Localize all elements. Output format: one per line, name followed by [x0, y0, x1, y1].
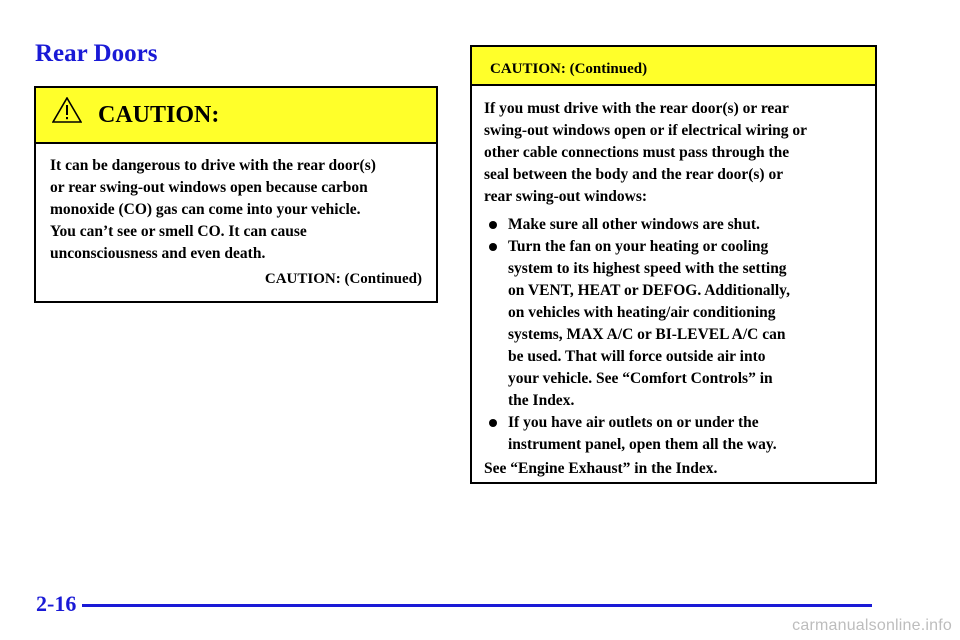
caution-title: CAUTION:	[98, 102, 220, 128]
caution-continued-label: CAUTION: (Continued)	[264, 271, 422, 287]
intro-line: If you must drive with the rear door(s) or rear	[484, 100, 789, 117]
section-title: Rear Doors	[35, 40, 158, 67]
bullet-line: systems, MAX A/C or BI-LEVEL A/C can	[508, 326, 786, 343]
bullet-item	[484, 236, 863, 412]
bullet-line: Make sure all other windows are shut.	[508, 216, 760, 233]
bullet-line: Turn the fan on your heating or cooling	[508, 238, 769, 255]
warning-triangle-icon	[52, 97, 82, 123]
bullet-list	[484, 214, 863, 456]
caution-text-line: You can’t see or smell CO. It can cause	[50, 223, 307, 240]
caution-text-line: monoxide (CO) gas can come into your vehicle.	[50, 201, 361, 218]
caution-text-line: or rear swing-out windows open because carbon	[50, 179, 368, 196]
watermark: carmanualsonline.info	[792, 617, 952, 634]
intro-line: swing-out windows open or if electrical wiring or	[484, 122, 808, 139]
bullet-icon	[489, 243, 497, 251]
bullet-line: system to its highest speed with the setting	[508, 260, 787, 277]
bullet-line: on VENT, HEAT or DEFOG. Additionally,	[508, 282, 790, 299]
bullet-line: your vehicle. See “Comfort Controls” in	[508, 370, 773, 387]
bullet-item	[484, 214, 863, 236]
bullet-line: the Index.	[508, 392, 575, 409]
bullet-icon	[489, 221, 497, 229]
caution-continued-box	[470, 45, 877, 484]
caution-continued-body	[472, 86, 875, 480]
caution-body	[36, 144, 436, 290]
page-number: 2-16	[36, 591, 77, 616]
caution-text-line: It can be dangerous to drive with the rear door(s)	[50, 157, 376, 174]
intro-line: rear swing-out windows:	[484, 188, 648, 205]
bullet-item	[484, 412, 863, 456]
caution-header	[36, 88, 436, 144]
bullet-line: instrument panel, open them all the way.	[508, 436, 777, 453]
intro-line: seal between the body and the rear door(s) or	[484, 166, 784, 183]
see-also-text: See “Engine Exhaust” in the Index.	[484, 460, 718, 477]
caution-continued-header: CAUTION: (Continued)	[472, 47, 875, 86]
footer-divider	[82, 604, 872, 607]
caution-text-line: unconsciousness and even death.	[50, 245, 266, 262]
caution-box	[34, 86, 438, 303]
bullet-line: on vehicles with heating/air conditioning	[508, 304, 776, 321]
intro-line: other cable connections must pass through the	[484, 144, 790, 161]
bullet-line: If you have air outlets on or under the	[508, 414, 759, 431]
bullet-line: be used. That will force outside air into	[508, 348, 766, 365]
bullet-icon	[489, 419, 497, 427]
